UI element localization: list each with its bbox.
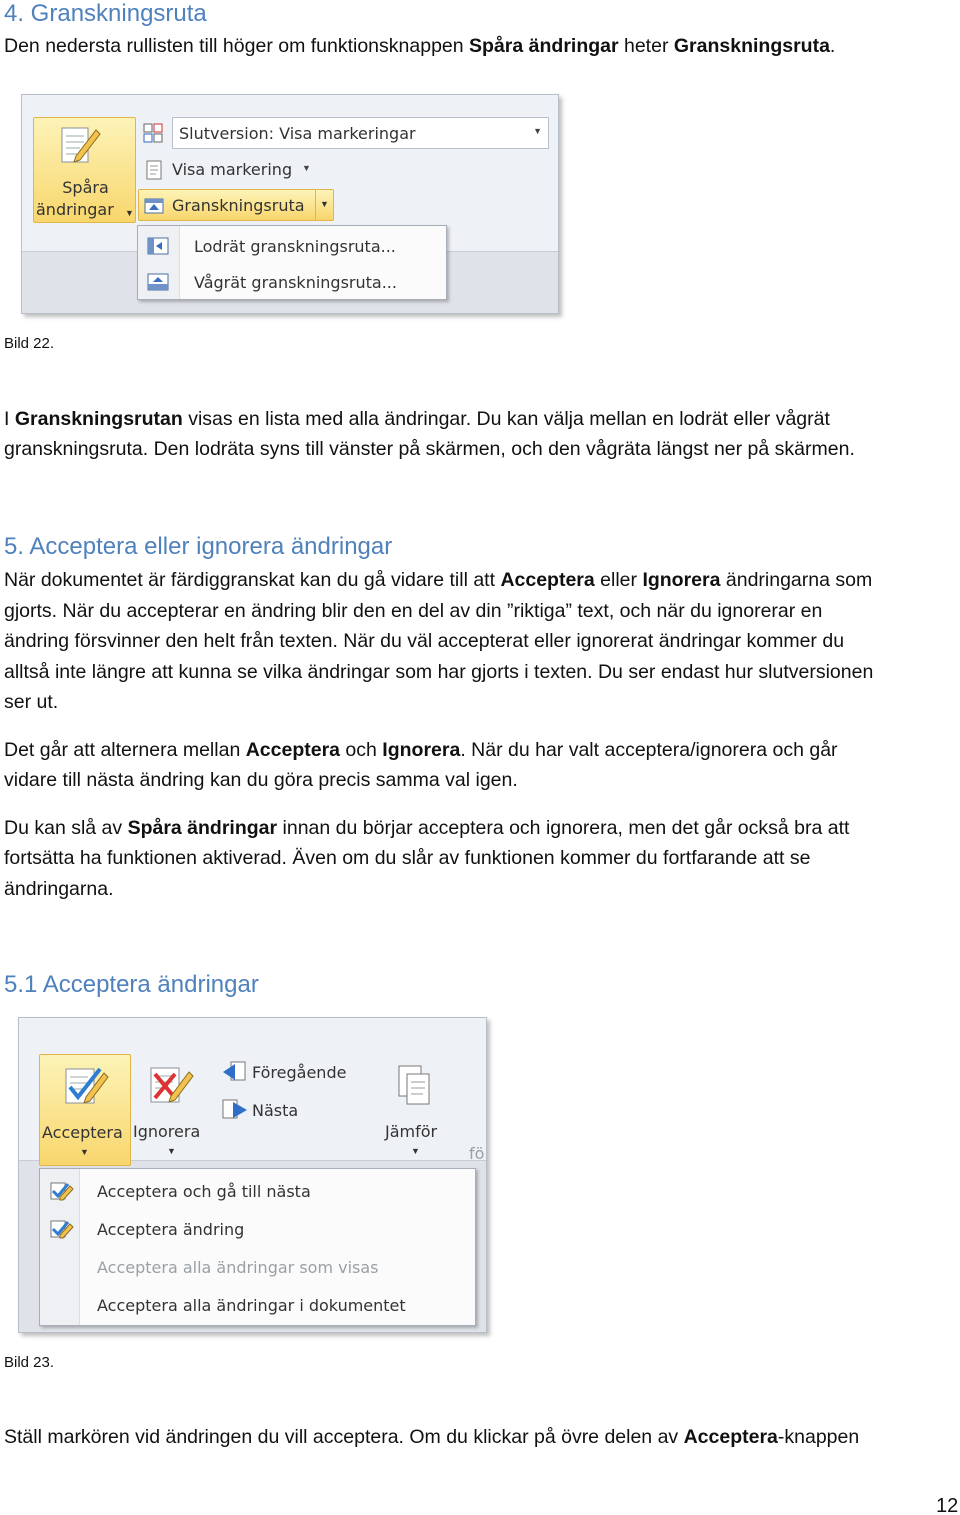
- compare-label: Jämför: [385, 1122, 438, 1141]
- text: Du kan slå av: [4, 817, 128, 839]
- menu-item-horizontal-label: Vågrät granskningsruta...: [194, 273, 397, 292]
- section-5-p1-line-2: gjorts. När du accepterar en ändring blir den en del av din ”riktiga” text, och när du ignorerar en: [4, 600, 823, 622]
- menu-item-accept-all-doc[interactable]: [40, 1287, 475, 1323]
- menu-item-accept-change[interactable]: [40, 1211, 475, 1247]
- figure-22-caption: Bild 22.: [4, 335, 55, 352]
- section-5-p2-line-1: [4, 735, 838, 766]
- final-markup-dropdown[interactable]: [172, 117, 549, 149]
- section-5-p1-line-4: alltså inte längre att kunna se vilka ändringar som har gjorts i texten. Du ser endast hur slutversionen: [4, 661, 874, 683]
- menu-item-accept-all-shown-label: Acceptera alla ändringar som visas: [97, 1258, 379, 1277]
- horizontal-pane-icon: [147, 272, 169, 292]
- accept-button[interactable]: [39, 1054, 131, 1166]
- vertical-pane-icon: [147, 236, 169, 256]
- accept-icon: [60, 1061, 110, 1109]
- bold-text: Acceptera: [683, 1426, 778, 1448]
- accept-and-next-icon: [48, 1180, 74, 1202]
- pane-paragraph-line-1: [4, 404, 830, 435]
- text: När dokumentet är färdiggranskat kan du gå vidare till att: [4, 569, 501, 591]
- reject-icon: [145, 1060, 195, 1108]
- menu-item-accept-and-next-label: Acceptera och gå till nästa: [97, 1182, 311, 1201]
- bold-text: Acceptera: [500, 569, 595, 591]
- text: innan du börjar acceptera och ignorera, men det går också bra att: [277, 817, 850, 839]
- text: -knappen: [777, 1426, 860, 1448]
- page-number: 12: [936, 1495, 959, 1515]
- show-markup-button[interactable]: [170, 157, 320, 183]
- section-5-p3-line-1: [4, 813, 849, 844]
- section-4-intro: [4, 31, 835, 62]
- text: eller: [594, 569, 643, 591]
- text: .: [829, 35, 836, 57]
- accept-label: Acceptera: [42, 1123, 123, 1142]
- section-5-p1-line-5: ser ut.: [4, 691, 59, 713]
- accept-change-icon: [48, 1218, 74, 1240]
- compare-button[interactable]: [381, 1054, 449, 1166]
- section-5-1-heading: 5.1 Acceptera ändringar: [4, 971, 259, 998]
- chevron-down-icon: ▼: [167, 1146, 176, 1156]
- previous-button[interactable]: [219, 1058, 369, 1088]
- section-5-heading: 5. Acceptera eller ignorera ändringar: [4, 533, 393, 560]
- text: ändringarna som: [720, 569, 873, 591]
- track-changes-button[interactable]: [33, 117, 136, 223]
- show-markup-label: Visa markering: [172, 160, 293, 179]
- accept-menu: [39, 1168, 476, 1326]
- chevron-down-icon: ▼: [320, 199, 329, 209]
- final-paragraph: [4, 1422, 859, 1453]
- section-5-p1-line-1: [4, 565, 872, 596]
- pane-paragraph-line-2: granskningsruta. Den lodräta syns till vänster på skärmen, och den vågräta längst ner på skärmen.: [4, 438, 855, 460]
- show-markup-icon: [144, 159, 164, 181]
- bold-text: Ignorera: [642, 569, 721, 591]
- previous-change-icon: [221, 1060, 249, 1086]
- bold-text: Granskningsruta: [673, 35, 830, 57]
- track-changes-label-1: Spåra: [62, 178, 109, 197]
- menu-item-accept-all-doc-label: Acceptera alla ändringar i dokumentet: [97, 1296, 406, 1315]
- figure-22-screenshot: [21, 94, 559, 314]
- section-5-p2-line-2: vidare till nästa ändring kan du göra precis samma val igen.: [4, 769, 518, 791]
- previous-label: Föregående: [252, 1063, 347, 1082]
- menu-item-vertical-pane[interactable]: [138, 229, 446, 263]
- bold-text: Granskningsrutan: [14, 408, 183, 430]
- reviewing-pane-icon: [143, 195, 165, 217]
- final-markup-dropdown-value: Slutversion: Visa markeringar: [179, 124, 416, 143]
- compare-icon: [395, 1062, 435, 1110]
- section-5-p1-line-3: ändring försvinner den helt från texten. När du väl accepterat eller ignorerat ändringar kommer du: [4, 630, 845, 652]
- chevron-down-icon: ▼: [411, 1146, 420, 1156]
- chevron-down-icon: ▼: [302, 163, 311, 173]
- display-for-review-icon: [142, 121, 166, 145]
- menu-item-accept-and-next[interactable]: [40, 1173, 475, 1209]
- bold-text: Spåra ändringar: [127, 817, 278, 839]
- text: visas en lista med alla ändringar. Du kan välja mellan en lodrät eller vågrät: [182, 408, 830, 430]
- ignore-label: Ignorera: [133, 1122, 201, 1141]
- menu-item-horizontal-pane[interactable]: [138, 265, 446, 299]
- chevron-down-icon: ▼: [80, 1147, 89, 1157]
- text: Det går att alternera mellan: [4, 739, 246, 761]
- figure-23-caption: Bild 23.: [4, 1354, 55, 1371]
- section-5-p3-line-2: fortsätta ha funktionen aktiverad. Även om du slår av funktionen kommer du fortfarande att se: [4, 847, 811, 869]
- section-5-p3-line-3: ändringarna.: [4, 878, 114, 900]
- text: och: [340, 739, 383, 761]
- chevron-down-icon: ▼: [533, 126, 542, 136]
- bold-text: Acceptera: [245, 739, 341, 761]
- next-label: Nästa: [252, 1101, 299, 1120]
- track-changes-icon: [58, 122, 102, 168]
- figure-23-screenshot: [18, 1017, 487, 1333]
- next-button[interactable]: [219, 1096, 369, 1126]
- reviewing-pane-menu: [137, 225, 447, 300]
- chevron-down-icon: ▼: [125, 208, 134, 218]
- reviewing-pane-label: Granskningsruta: [172, 196, 305, 215]
- menu-item-vertical-label: Lodrät granskningsruta...: [194, 237, 396, 256]
- text: I: [4, 408, 15, 430]
- reviewing-pane-button[interactable]: [138, 189, 334, 221]
- menu-item-accept-all-shown: [40, 1249, 475, 1285]
- text: Ställ markören vid ändringen du vill acceptera. Om du klickar på övre delen av: [4, 1426, 684, 1448]
- truncated-label: fö: [469, 1144, 485, 1163]
- split-divider: [315, 190, 316, 220]
- bold-text: Ignorera: [382, 739, 461, 761]
- next-change-icon: [221, 1098, 249, 1124]
- text: heter: [618, 35, 674, 57]
- bold-text: Spåra ändringar: [469, 35, 619, 57]
- track-changes-label-2: ändringar: [36, 200, 114, 219]
- ignore-button[interactable]: [131, 1054, 215, 1166]
- text: . När du har valt acceptera/ignorera och går: [460, 739, 838, 761]
- text: Den nedersta rullisten till höger om funktionsknappen: [4, 35, 470, 57]
- section-4-heading: 4. Granskningsruta: [4, 0, 207, 27]
- menu-item-accept-change-label: Acceptera ändring: [97, 1220, 245, 1239]
